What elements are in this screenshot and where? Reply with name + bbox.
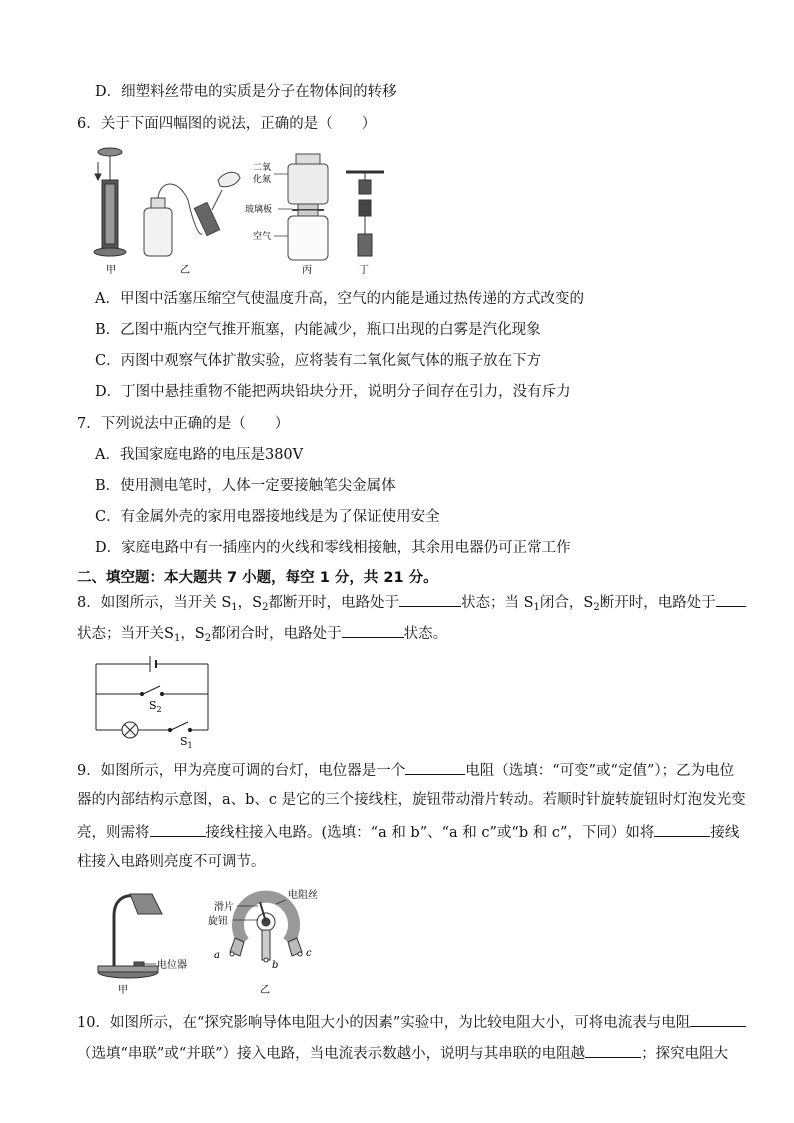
terminal-a: a [214,950,220,961]
label-slider: 滑片 [214,902,234,913]
q7-option-c: C．有金属外壳的家用电器接地线是为了保证使用安全 [95,509,440,525]
q7-option-d: D．家庭电路中有一插座内的火线和零线相接触，其余用电器仍可正常工作 [95,540,571,556]
q6-stem: 6．关于下面四幅图的说法，正确的是（ ） [77,116,377,132]
answer-blank[interactable] [150,822,206,837]
bottle-apparatus [144,172,240,256]
q6-option-c: C．丙图中观察气体扩散实验，应将装有二氧化氮气体的瓶子放在下方 [95,353,542,369]
answer-blank[interactable] [585,1043,641,1058]
q8-circuit-diagram [88,652,218,748]
answer-blank[interactable] [399,592,461,607]
q10-line-1: 10．如图所示，在“探究影响导体电阻大小的因素”实验中，为比较电阻大小，可将电流表与电阻 [77,1012,746,1032]
caption-yi: 乙 [180,265,190,276]
label-air: 空气 [253,232,272,242]
q9-line-2: 器的内部结构示意图，a、b、c 是它的三个接线柱，旋钮带动滑片转动。若顺时针旋转旋钮时灯泡发光变 [77,792,746,808]
lead-blocks [346,172,384,256]
terminal-c: c [306,948,312,959]
label-potentiometer: 电位器 [157,960,187,971]
label-s1: $S_1$ [180,735,193,748]
terminal-b: b [272,960,279,971]
potentiometer-structure [230,897,302,962]
section-2-title: 二、填空题：本大题共 7 小题，每空 1 分，共 21 分。 [77,570,438,586]
q6-option-b: B．乙图中瓶内空气推开瓶塞，内能减少，瓶口出现的白雾是汽化现象 [95,322,541,338]
q9-line-4: 柱接入电路则亮度不可调节。 [77,854,266,870]
desk-lamp [98,894,162,978]
switch-s2 [143,686,160,694]
q7-option-b: B．使用测电笔时，人体一定要接触笔尖金属体 [95,478,396,494]
q8-line-1: 8．如图所示，当开关 $S_1$，$S_2$都断开时，电路处于 状态；当 $S_1$闭合，$S_2$断开时，电路处于 [77,592,746,617]
label-glass-plate: 玻璃板 [245,205,273,215]
q7-stem: 7．下列说法中正确的是（ ） [77,416,290,432]
answer-blank[interactable] [654,822,710,837]
q6-option-d: D．丁图中悬挂重物不能把两块铅块分开，说明分子间存在引力，没有斥力 [95,384,571,400]
label-resistance-wire: 电阻丝 [288,890,318,901]
caption-yi: 乙 [260,985,270,996]
label-no2-2: 化氮 [253,175,272,185]
q9-line-3: 亮，则需将 接线柱接入电路。(选填：“a 和 b”、“a 和 c”或“b 和 c”，下同）如将 接线 [77,822,739,842]
q6-figure [88,140,408,280]
q9-line-1: 9．如图所示，甲为亮度可调的台灯，电位器是一个 电阻（选填：“可变”或“定值”）；乙为电位 [77,760,734,780]
diffusion-bottles [288,154,328,260]
q7-option-a: A．我国家庭电路的电压是380V [95,447,304,463]
answer-blank[interactable] [716,592,746,607]
label-no2-1: 二氧 [253,163,272,173]
answer-blank[interactable] [690,1012,746,1027]
switch-s1 [171,722,188,730]
q9-figure [90,880,360,1000]
answer-blank[interactable] [342,623,404,638]
label-s2: $S_2$ [149,699,162,714]
caption-ding: 丁 [359,265,369,276]
answer-blank[interactable] [405,760,465,775]
q5-option-d: D．细塑料丝带电的实质是分子在物体间的转移 [95,84,397,100]
diffusion-labels [245,161,272,242]
caption-bing: 丙 [302,265,312,276]
label-knob: 旋钮 [208,916,228,927]
q6-option-a: A．甲图中活塞压缩空气使温度升高，空气的内能是通过热传递的方式改变的 [95,291,584,307]
caption-jia: 甲 [118,985,128,996]
pump-apparatus [94,148,126,256]
q8-line-2: 状态；当开关$S_1$，$S_2$都闭合时，电路处于 状态。 [77,623,447,648]
caption-jia: 甲 [106,265,116,276]
q10-line-2: （选填“串联”或“并联”）接入电路，当电流表示数越小，说明与其串联的电阻越 ；探究电阻大 [77,1043,728,1063]
